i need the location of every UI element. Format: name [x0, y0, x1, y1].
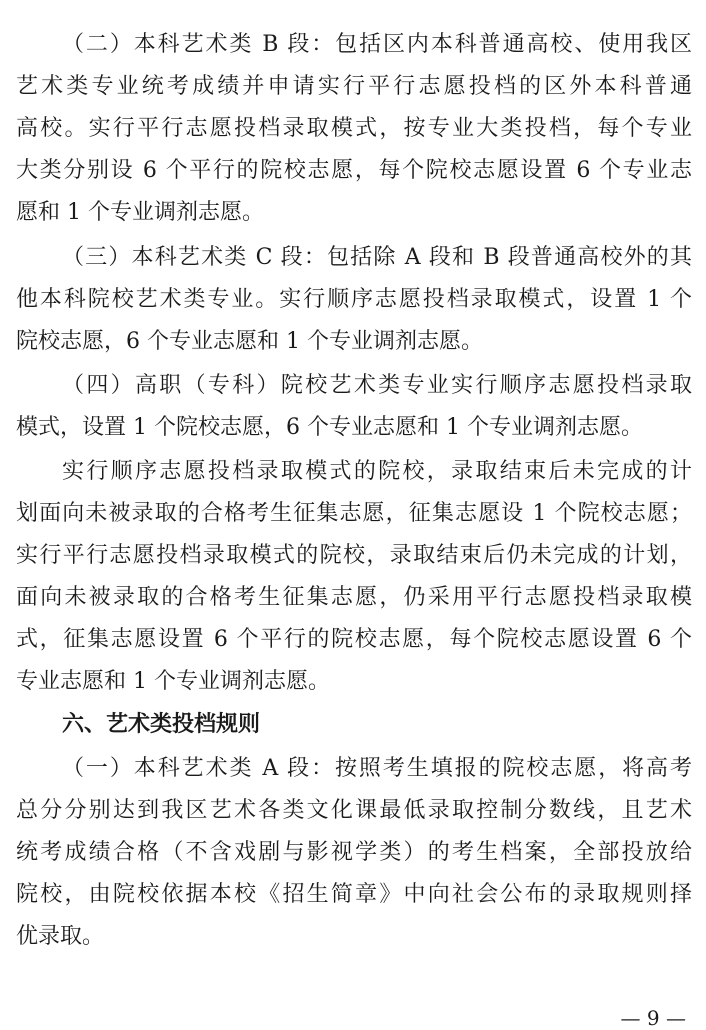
section-paragraph-line-3: 统考成绩合格（不含戏剧与影视学类）的考生档案，全部投放给: [16, 840, 692, 865]
paragraph-2-line-2: 他本科院校艺术类专业。实行顺序志愿投档录取模式，设置 1 个: [16, 287, 692, 312]
paragraph-4-line-2: 划面向未被录取的合格考生征集志愿，征集志愿设 1 个院校志愿；: [16, 501, 692, 526]
paragraph-1-line-5: 愿和 1 个专业调剂志愿。: [16, 200, 264, 225]
paragraph-3-line-1: （四）高职（专科）院校艺术类专业实行顺序志愿投档录取: [62, 373, 692, 398]
page-number: — 9 —: [620, 1006, 686, 1030]
paragraph-1-line-2: 艺术类专业统考成绩并申请实行平行志愿投档的区外本科普通: [16, 74, 692, 99]
paragraph-4-line-6: 专业志愿和 1 个专业调剂志愿。: [16, 669, 330, 694]
section-paragraph-line-5: 优录取。: [16, 924, 105, 949]
section-paragraph-line-2: 总分分别达到我区艺术各类文化课最低录取控制分数线，且艺术: [16, 798, 692, 823]
section-heading: 六、艺术类投档规则: [62, 712, 261, 737]
paragraph-1-line-1: （二）本科艺术类 B 段：包括区内本科普通高校、使用我区: [62, 32, 692, 57]
paragraph-3-line-2: 模式，设置 1 个院校志愿，6 个专业志愿和 1 个专业调剂志愿。: [16, 415, 643, 440]
paragraph-1-line-3: 高校。实行平行志愿投档录取模式，按专业大类投档，每个专业: [16, 116, 692, 141]
paragraph-4-line-3: 实行平行志愿投档录取模式的院校，录取结束后仍未完成的计划，: [16, 543, 692, 568]
paragraph-2-line-3: 院校志愿，6 个专业志愿和 1 个专业调剂志愿。: [16, 329, 483, 354]
paragraph-4-line-4: 面向未被录取的合格考生征集志愿，仍采用平行志愿投档录取模: [16, 585, 692, 610]
paragraph-4-line-5: 式，征集志愿设置 6 个平行的院校志愿，每个院校志愿设置 6 个: [16, 627, 692, 652]
paragraph-1-line-4: 大类分别设 6 个平行的院校志愿，每个院校志愿设置 6 个专业志: [16, 158, 692, 183]
paragraph-2-line-1: （三）本科艺术类 C 段：包括除 A 段和 B 段普通高校外的其: [62, 245, 692, 270]
section-paragraph-line-4: 院校，由院校依据本校《招生简章》中向社会公布的录取规则择: [16, 882, 692, 907]
paragraph-4-line-1: 实行顺序志愿投档录取模式的院校，录取结束后未完成的计: [62, 459, 692, 484]
section-paragraph-line-1: （一）本科艺术类 A 段：按照考生填报的院校志愿，将高考: [62, 756, 692, 781]
